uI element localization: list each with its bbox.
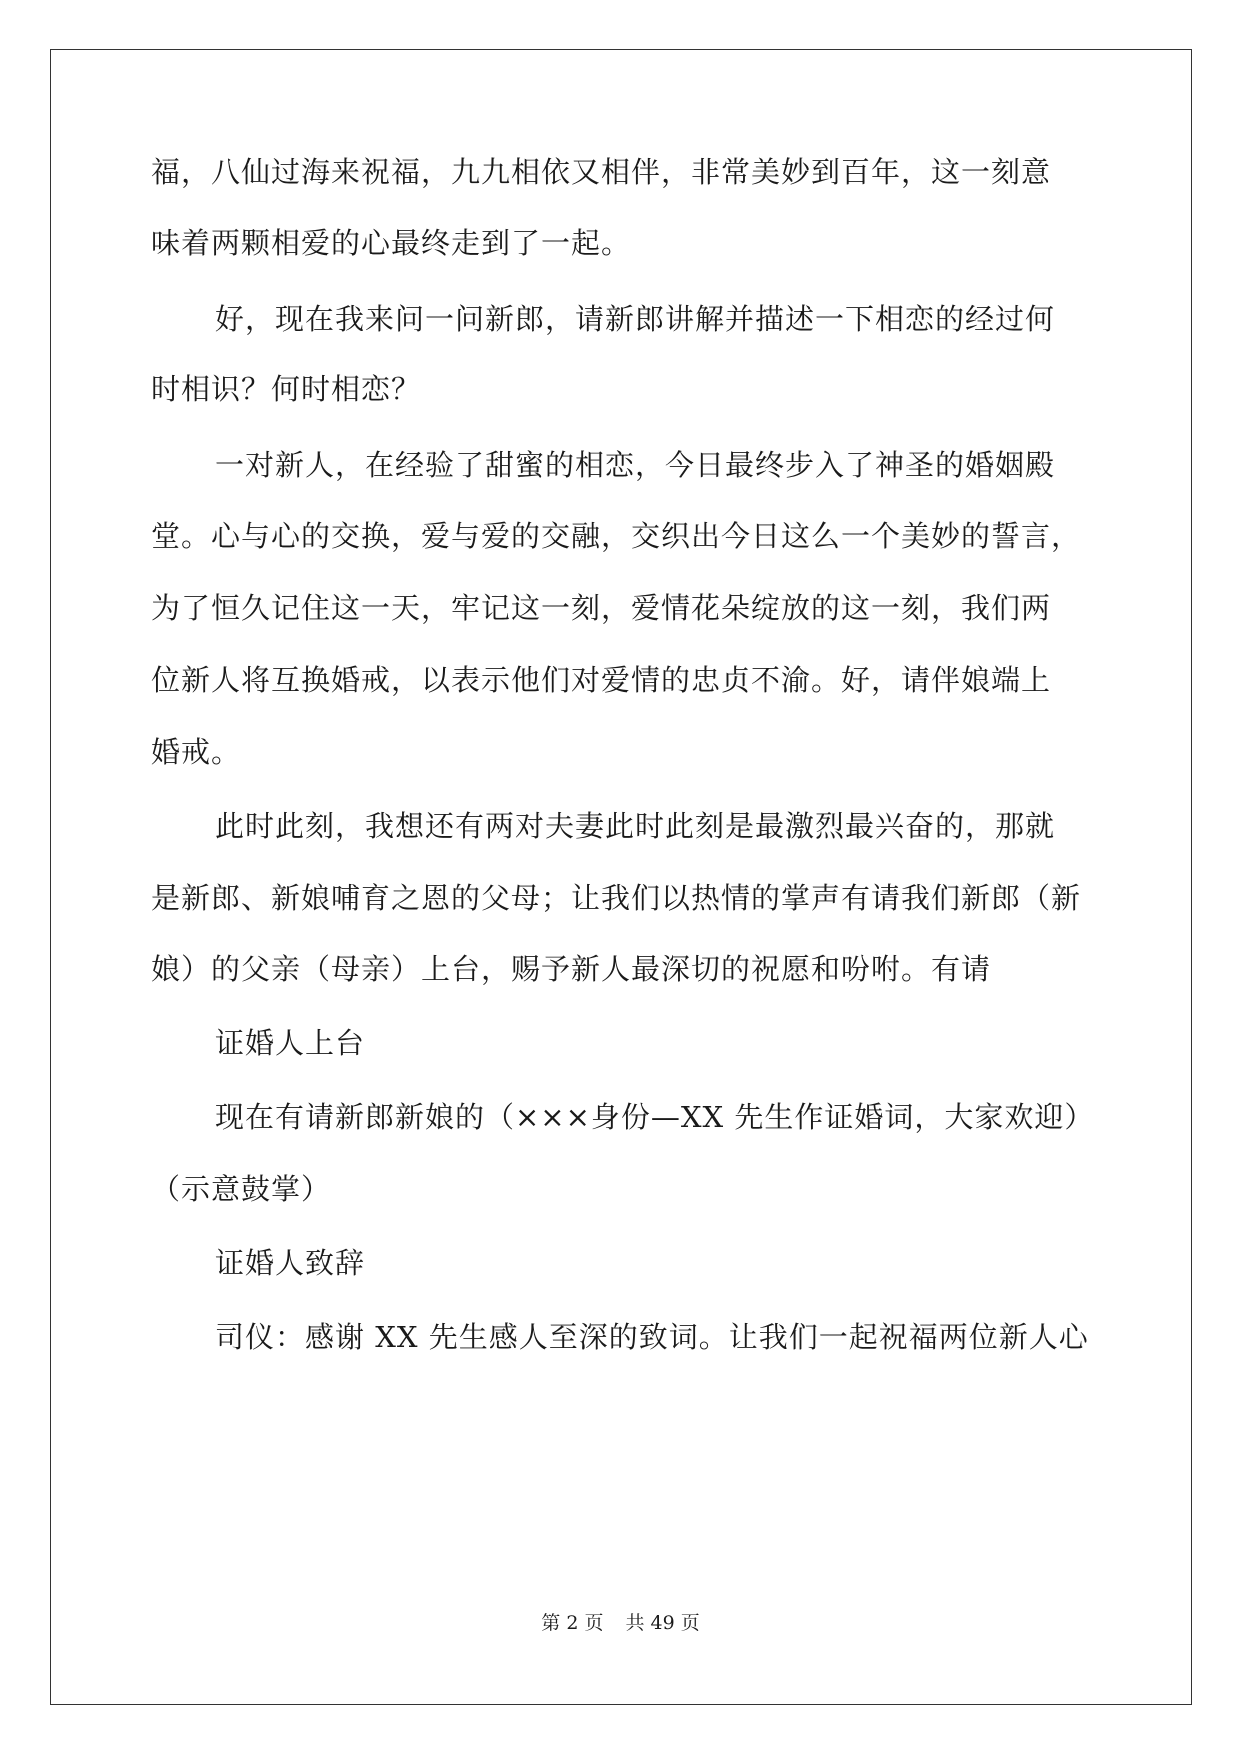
paragraph-start-line: 现在有请新郎新娘的（×××身份—XX 先生作证婚词，大家欢迎） <box>215 1100 1095 1134</box>
paragraph-start-line: 司仪：感谢 XX 先生感人至深的致词。让我们一起祝福两位新人心 <box>215 1320 1089 1354</box>
heading-witness-onstage: 证婚人上台 <box>215 1026 366 1060</box>
body-text-line: 堂。心与心的交换，爱与爱的交融，交织出今日这么一个美妙的誓言， <box>151 519 1082 553</box>
page-number: 第 2 页 <box>541 1612 604 1634</box>
paragraph-start-line: 好，现在我来问一问新郎，请新郎讲解并描述一下相恋的经过何 <box>215 302 1056 336</box>
body-text-line: 时相识？何时相恋？ <box>151 372 422 406</box>
page-total: 共 49 页 <box>625 1612 700 1634</box>
body-text-line: 是新郎、新娘哺育之恩的父母；让我们以热情的掌声有请我们新郎（新 <box>151 881 1082 915</box>
heading-witness-speech: 证婚人致辞 <box>215 1246 366 1280</box>
body-text-line: 味着两颗相爱的心最终走到了一起。 <box>151 226 632 260</box>
body-text-line: 为了恒久记住这一天，牢记这一刻，爱情花朵绽放的这一刻，我们两 <box>151 591 1052 625</box>
body-text-line: （示意鼓掌） <box>151 1172 332 1206</box>
body-text-line: 婚戒。 <box>151 735 242 769</box>
paragraph-start-line: 一对新人，在经验了甜蜜的相恋，今日最终步入了神圣的婚姻殿 <box>215 448 1056 482</box>
body-text-line: 位新人将互换婚戒，以表示他们对爱情的忠贞不渝。好，请伴娘端上 <box>151 663 1052 697</box>
paragraph-start-line: 此时此刻，我想还有两对夫妻此时此刻是最激烈最兴奋的，那就 <box>215 809 1056 843</box>
page-footer <box>0 1611 1241 1635</box>
body-text-line: 福，八仙过海来祝福，九九相依又相伴，非常美妙到百年，这一刻意 <box>151 155 1052 189</box>
body-text-line: 娘）的父亲（母亲）上台，赐予新人最深切的祝愿和吩咐。有请 <box>151 952 992 986</box>
page-border <box>50 49 1192 1705</box>
